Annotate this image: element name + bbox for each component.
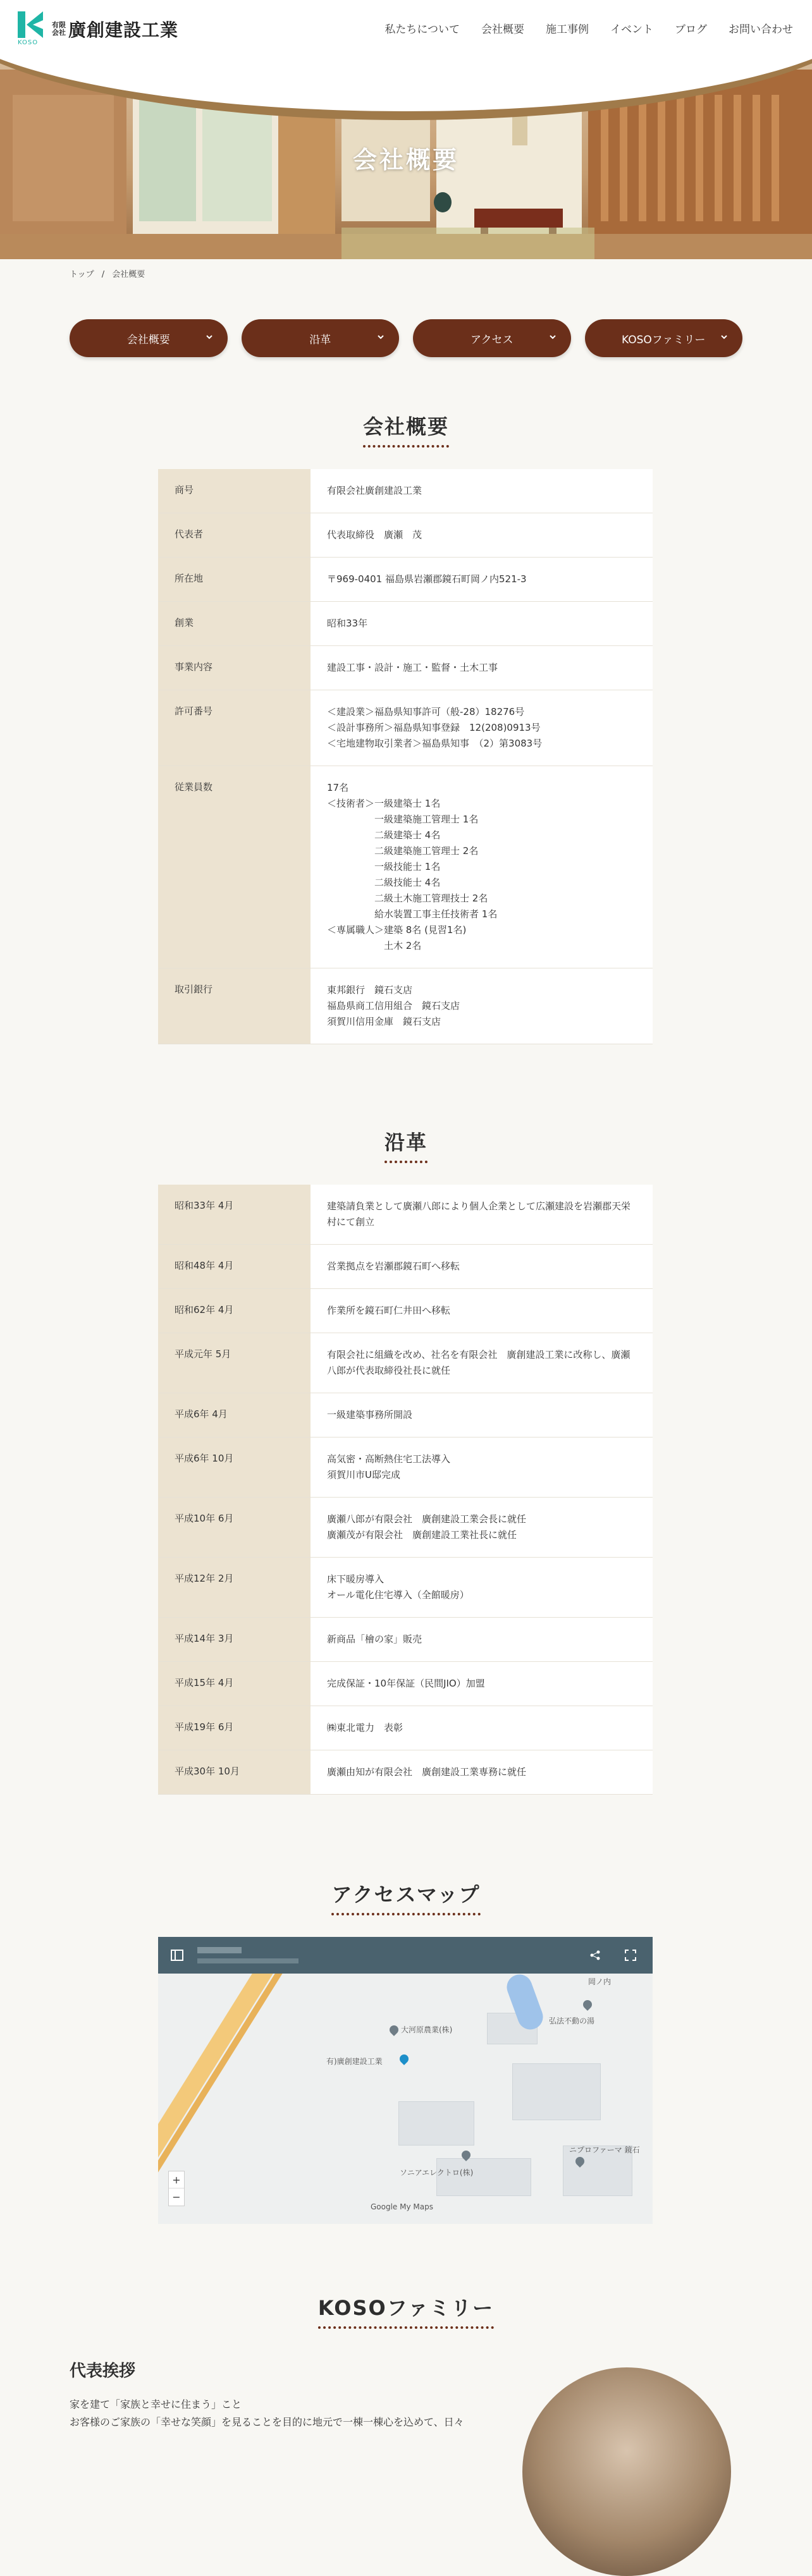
logo-company-type bbox=[52, 21, 66, 37]
map-pin-icon[interactable] bbox=[388, 2024, 400, 2036]
google-map-embed[interactable] bbox=[158, 1937, 653, 2224]
row-value: 建築請負業として廣瀬八郎により個人企業として広瀬建設を岩瀬郡天栄村にて創立 bbox=[311, 1185, 653, 1244]
row-value: 新商品「檜の家」販売 bbox=[311, 1618, 653, 1661]
table-row bbox=[158, 1393, 653, 1438]
row-label: 平成10年 6月 bbox=[158, 1498, 311, 1557]
greeting-line: お客様のご家族の「幸せな笑顔」を見ることを目的に地元で一棟一棟心を込めて、日々 bbox=[70, 2416, 464, 2428]
breadcrumb bbox=[70, 267, 150, 279]
chevron-down-icon bbox=[548, 333, 557, 341]
table-row bbox=[158, 602, 653, 646]
greeting-text bbox=[70, 2396, 474, 2431]
row-label: 平成14年 3月 bbox=[158, 1618, 311, 1661]
row-label: 平成30年 10月 bbox=[158, 1750, 311, 1794]
row-value: 17名 ＜技術者＞一級建築士 1名 一級建築施工管理士 1名 二級建築士 4名 二級建築施工管理士 2名 一級技能士 1名 二級技能士 4名 二級土木施工管理技士 2名 給水装置工事主任技術者 1名 ＜専属職人＞建築 8名 (見習1名) 土木 2名 bbox=[311, 766, 653, 968]
row-label: 平成15年 4月 bbox=[158, 1662, 311, 1706]
row-value: ㈱東北電力 表彰 bbox=[311, 1706, 653, 1750]
history-table bbox=[158, 1185, 653, 1795]
site-header bbox=[0, 0, 812, 57]
logo-company-name: 廣創建設工業 bbox=[68, 20, 179, 40]
logo-small-2: 会社 bbox=[52, 28, 66, 37]
row-label: 平成元年 5月 bbox=[158, 1333, 311, 1393]
breadcrumb-current: 会社概要 bbox=[112, 270, 145, 279]
map-block bbox=[398, 2101, 474, 2146]
row-label: 許可番号 bbox=[158, 690, 311, 766]
fullscreen-icon[interactable] bbox=[625, 1950, 636, 1961]
row-label: 取引銀行 bbox=[158, 968, 311, 1044]
row-value: 昭和33年 bbox=[311, 602, 653, 645]
row-label: 従業員数 bbox=[158, 766, 311, 968]
row-label: 事業内容 bbox=[158, 646, 311, 690]
row-value: 一級建築事務所開設 bbox=[311, 1393, 653, 1437]
nav-about[interactable]: 私たちについて bbox=[384, 23, 460, 36]
anchor-family-label: KOSOファミリー bbox=[622, 333, 706, 346]
row-value: 東邦銀行 鏡石支店 福島県商工信用組合 鏡石支店 須賀川信用金庫 鏡石支店 bbox=[311, 968, 653, 1044]
site-logo[interactable] bbox=[18, 11, 178, 47]
table-row bbox=[158, 513, 653, 558]
breadcrumb-home[interactable]: トップ bbox=[70, 270, 94, 279]
anchor-access-label: アクセス bbox=[471, 333, 514, 346]
anchor-company[interactable] bbox=[70, 319, 228, 357]
row-value: 営業拠点を岩瀬郡鏡石町へ移転 bbox=[311, 1245, 653, 1288]
legend-icon[interactable] bbox=[171, 1950, 183, 1961]
breadcrumb-separator: / bbox=[101, 270, 105, 279]
greeting-line: 家を建て「家族と幸せに住まう」こと bbox=[70, 2398, 242, 2410]
table-row bbox=[158, 1750, 653, 1795]
table-row bbox=[158, 1558, 653, 1618]
table-row bbox=[158, 1662, 653, 1706]
row-label: 創業 bbox=[158, 602, 311, 645]
table-row bbox=[158, 1498, 653, 1558]
history-title: 沿革 bbox=[384, 1126, 428, 1163]
share-icon[interactable] bbox=[589, 1950, 601, 1961]
table-row bbox=[158, 558, 653, 602]
anchor-history-label: 沿革 bbox=[309, 333, 331, 346]
table-row bbox=[158, 1185, 653, 1245]
zoom-out-button[interactable]: − bbox=[172, 2191, 181, 2203]
table-row bbox=[158, 1618, 653, 1662]
table-row bbox=[158, 1438, 653, 1498]
page-title: 会社概要 bbox=[352, 146, 459, 174]
table-row bbox=[158, 1245, 653, 1289]
access-section-title bbox=[0, 1879, 812, 1915]
logo-mark bbox=[18, 11, 44, 47]
row-label: 所在地 bbox=[158, 558, 311, 601]
row-value: 完成保証・10年保証（民間JIO）加盟 bbox=[311, 1662, 653, 1706]
map-pin-icon[interactable] bbox=[581, 1998, 594, 2011]
greeting-heading: 代表挨拶 bbox=[70, 2362, 136, 2381]
nav-works[interactable]: 施工事例 bbox=[546, 23, 589, 36]
row-value: ＜建設業＞福島県知事許可（般-28）18276号 ＜設計事務所＞福島県知事登録 12(208)0913号 ＜宅地建物取引業者＞福島県知事 （2）第3083号 bbox=[311, 690, 653, 766]
logo-small-1: 有限 bbox=[52, 21, 66, 29]
map-label-farm: 大河原農業(株) bbox=[401, 2025, 453, 2034]
table-row bbox=[158, 766, 653, 968]
row-label: 平成6年 10月 bbox=[158, 1438, 311, 1497]
row-value: 建設工事・設計・施工・監督・土木工事 bbox=[311, 646, 653, 690]
table-row bbox=[158, 690, 653, 766]
president-photo bbox=[522, 2367, 731, 2576]
map-title-placeholder bbox=[197, 1947, 242, 1953]
table-row bbox=[158, 469, 653, 513]
anchor-family[interactable] bbox=[585, 319, 743, 357]
anchor-history[interactable] bbox=[242, 319, 400, 357]
k-logo-icon bbox=[18, 11, 44, 38]
row-value: 有限会社廣創建設工業 bbox=[311, 469, 653, 513]
map-subtitle-placeholder bbox=[197, 1958, 298, 1963]
row-value: 代表取締役 廣瀬 茂 bbox=[311, 513, 653, 557]
history-section-title bbox=[0, 1126, 812, 1163]
map-label-okanouchi: 岡ノ内 bbox=[588, 1977, 612, 1986]
main-nav bbox=[363, 20, 793, 36]
map-label-sonia: ソニアエレクトロ(株) bbox=[400, 2168, 474, 2177]
table-row bbox=[158, 968, 653, 1044]
row-label: 平成12年 2月 bbox=[158, 1558, 311, 1617]
row-value: 廣瀬由知が有限会社 廣創建設工業専務に就任 bbox=[311, 1750, 653, 1794]
map-pin-icon[interactable] bbox=[398, 2053, 410, 2065]
row-label: 平成6年 4月 bbox=[158, 1393, 311, 1437]
zoom-controls bbox=[168, 2171, 185, 2206]
row-value: 廣瀬八郎が有限会社 廣創建設工業会長に就任 廣瀬茂が有限会社 廣創建設工業社長に就任 bbox=[311, 1498, 653, 1557]
nav-contact[interactable]: お問い合わせ bbox=[729, 23, 793, 36]
map-toolbar bbox=[158, 1937, 653, 1974]
row-label: 平成19年 6月 bbox=[158, 1706, 311, 1750]
row-value: 作業所を鏡石町仁井田へ移転 bbox=[311, 1289, 653, 1333]
section-anchor-nav bbox=[70, 319, 742, 357]
zoom-in-button[interactable]: + bbox=[169, 2171, 184, 2188]
table-row bbox=[158, 1333, 653, 1393]
table-row bbox=[158, 1289, 653, 1333]
company-title: 会社概要 bbox=[363, 411, 449, 448]
hero-banner bbox=[0, 44, 812, 259]
table-row bbox=[158, 1706, 653, 1750]
map-attribution: Google My Maps bbox=[371, 2202, 433, 2211]
chevron-down-icon bbox=[720, 333, 729, 341]
family-title: KOSOファミリー bbox=[318, 2292, 494, 2329]
anchor-company-label: 会社概要 bbox=[126, 333, 170, 346]
company-table bbox=[158, 469, 653, 1044]
chevron-down-icon bbox=[376, 333, 385, 341]
row-label: 昭和62年 4月 bbox=[158, 1289, 311, 1333]
logo-sub: KOSO bbox=[18, 39, 39, 46]
row-value: 有限会社に組織を改め、社名を有限会社 廣創建設工業に改称し、廣瀬八郎が代表取締役社長に就任 bbox=[311, 1333, 653, 1393]
company-section-title bbox=[0, 411, 812, 448]
row-value: 高気密・高断熱住宅工法導入 須賀川市U邸完成 bbox=[311, 1438, 653, 1497]
chevron-down-icon bbox=[205, 333, 214, 341]
row-label: 商号 bbox=[158, 469, 311, 513]
map-label-onsen: 弘法不動の湯 bbox=[549, 2017, 595, 2025]
logo-text bbox=[52, 16, 178, 42]
nav-company[interactable]: 会社概要 bbox=[481, 23, 524, 36]
row-label: 代表者 bbox=[158, 513, 311, 557]
map-block bbox=[512, 2063, 601, 2120]
access-title: アクセスマップ bbox=[331, 1879, 480, 1915]
row-label: 昭和48年 4月 bbox=[158, 1245, 311, 1288]
row-label: 昭和33年 4月 bbox=[158, 1185, 311, 1244]
table-row bbox=[158, 646, 653, 690]
row-value: 床下暖房導入 オール電化住宅導入（全館暖房） bbox=[311, 1558, 653, 1617]
map-label-nipro: ニプロファーマ 鏡石 bbox=[569, 2146, 640, 2154]
nav-blog[interactable]: ブログ bbox=[675, 23, 707, 36]
nav-events[interactable]: イベント bbox=[610, 23, 653, 36]
row-value: 〒969-0401 福島県岩瀬郡鏡石町岡ノ内521-3 bbox=[311, 558, 653, 601]
anchor-access[interactable] bbox=[413, 319, 571, 357]
map-label-company: 有)廣創建設工業 bbox=[326, 2057, 383, 2066]
family-section-title bbox=[0, 2292, 812, 2329]
